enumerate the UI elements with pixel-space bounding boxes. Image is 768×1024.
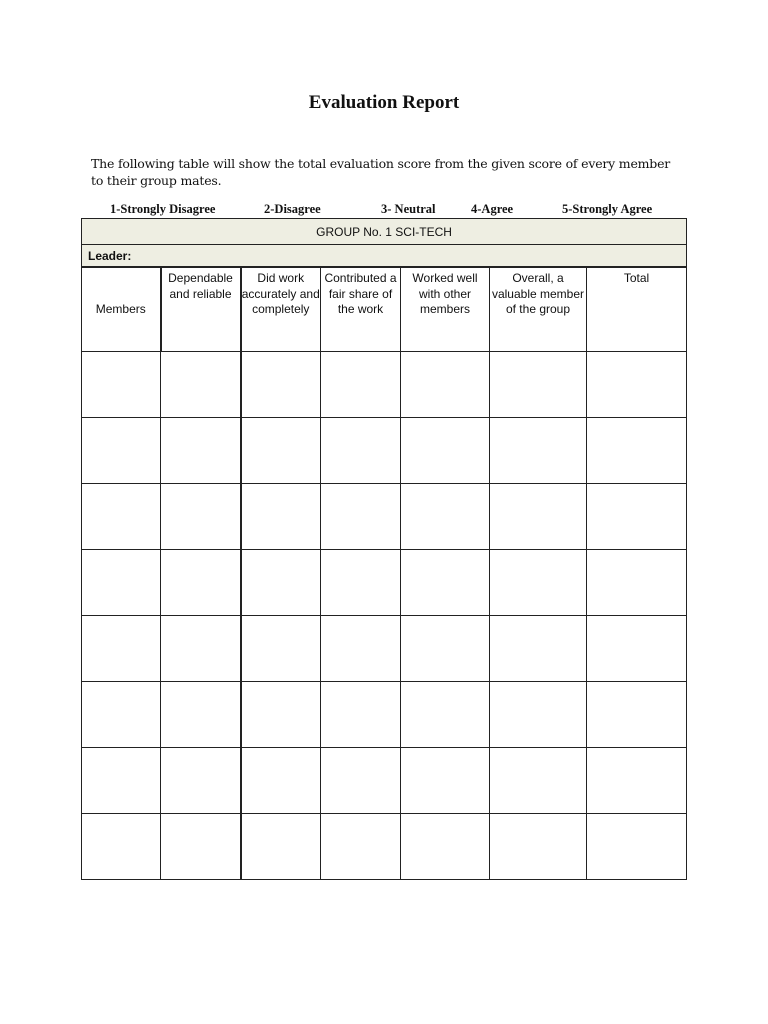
header-accurate: Did work accurately and completely <box>241 267 321 352</box>
cell-overall[interactable] <box>490 616 587 682</box>
header-members: Members <box>82 267 161 352</box>
scale-item-3: 3- Neutral <box>381 202 436 216</box>
cell-overall[interactable] <box>490 550 587 616</box>
cell-worked-well[interactable] <box>401 682 490 748</box>
cell-accurate[interactable] <box>241 814 321 880</box>
cell-dependable[interactable] <box>161 550 241 616</box>
scale-item-1: 1-Strongly Disagree <box>110 202 216 216</box>
cell-fair-share[interactable] <box>321 682 401 748</box>
table-row <box>82 616 687 682</box>
cell-dependable[interactable] <box>161 748 241 814</box>
cell-member[interactable] <box>82 616 161 682</box>
cell-fair-share[interactable] <box>321 616 401 682</box>
cell-overall[interactable] <box>490 484 587 550</box>
leader-cell[interactable]: Leader: <box>82 245 687 268</box>
cell-accurate[interactable] <box>241 484 321 550</box>
cell-worked-well[interactable] <box>401 550 490 616</box>
table-row <box>82 484 687 550</box>
cell-worked-well[interactable] <box>401 748 490 814</box>
cell-dependable[interactable] <box>161 484 241 550</box>
cell-member[interactable] <box>82 550 161 616</box>
cell-member[interactable] <box>82 418 161 484</box>
cell-member[interactable] <box>82 748 161 814</box>
cell-member[interactable] <box>82 682 161 748</box>
cell-overall[interactable] <box>490 814 587 880</box>
cell-overall[interactable] <box>490 682 587 748</box>
cell-total[interactable] <box>587 748 687 814</box>
table-row <box>82 550 687 616</box>
cell-fair-share[interactable] <box>321 748 401 814</box>
cell-worked-well[interactable] <box>401 418 490 484</box>
cell-accurate[interactable] <box>241 748 321 814</box>
cell-accurate[interactable] <box>241 352 321 418</box>
cell-overall[interactable] <box>490 418 587 484</box>
cell-accurate[interactable] <box>241 616 321 682</box>
cell-dependable[interactable] <box>161 682 241 748</box>
table-body <box>82 352 687 880</box>
cell-member[interactable] <box>82 484 161 550</box>
scale-item-2: 2-Disagree <box>264 202 321 216</box>
cell-total[interactable] <box>587 352 687 418</box>
cell-fair-share[interactable] <box>321 814 401 880</box>
cell-total[interactable] <box>587 682 687 748</box>
cell-fair-share[interactable] <box>321 550 401 616</box>
cell-dependable[interactable] <box>161 418 241 484</box>
cell-member[interactable] <box>82 814 161 880</box>
evaluation-table <box>81 218 687 880</box>
header-total: Total <box>587 267 687 352</box>
table-row <box>82 418 687 484</box>
cell-dependable[interactable] <box>161 352 241 418</box>
cell-total[interactable] <box>587 814 687 880</box>
header-worked-well: Worked well with other members <box>401 267 490 352</box>
cell-accurate[interactable] <box>241 550 321 616</box>
cell-total[interactable] <box>587 484 687 550</box>
table-row <box>82 352 687 418</box>
cell-worked-well[interactable] <box>401 352 490 418</box>
cell-total[interactable] <box>587 418 687 484</box>
cell-member[interactable] <box>82 352 161 418</box>
cell-overall[interactable] <box>490 748 587 814</box>
cell-fair-share[interactable] <box>321 418 401 484</box>
cell-accurate[interactable] <box>241 682 321 748</box>
cell-fair-share[interactable] <box>321 484 401 550</box>
cell-overall[interactable] <box>490 352 587 418</box>
cell-worked-well[interactable] <box>401 484 490 550</box>
group-name-cell: GROUP No. 1 SCI-TECH <box>82 219 687 245</box>
cell-worked-well[interactable] <box>401 616 490 682</box>
header-overall: Overall, a valuable member of the group <box>490 267 587 352</box>
header-dependable: Dependable and reliable <box>161 267 241 352</box>
header-fair-share: Contributed a fair share of the work <box>321 267 401 352</box>
cell-accurate[interactable] <box>241 418 321 484</box>
cell-dependable[interactable] <box>161 616 241 682</box>
intro-paragraph: The following table will show the total evaluation score from the given score of every member to their group mates. <box>91 156 671 188</box>
cell-worked-well[interactable] <box>401 814 490 880</box>
table-row <box>82 814 687 880</box>
page-title: Evaluation Report <box>308 92 460 113</box>
cell-total[interactable] <box>587 550 687 616</box>
cell-total[interactable] <box>587 616 687 682</box>
table-row <box>82 682 687 748</box>
table-row <box>82 748 687 814</box>
cell-fair-share[interactable] <box>321 352 401 418</box>
scale-item-5: 5-Strongly Agree <box>562 202 653 216</box>
scale-item-4: 4-Agree <box>471 202 514 216</box>
cell-dependable[interactable] <box>161 814 241 880</box>
